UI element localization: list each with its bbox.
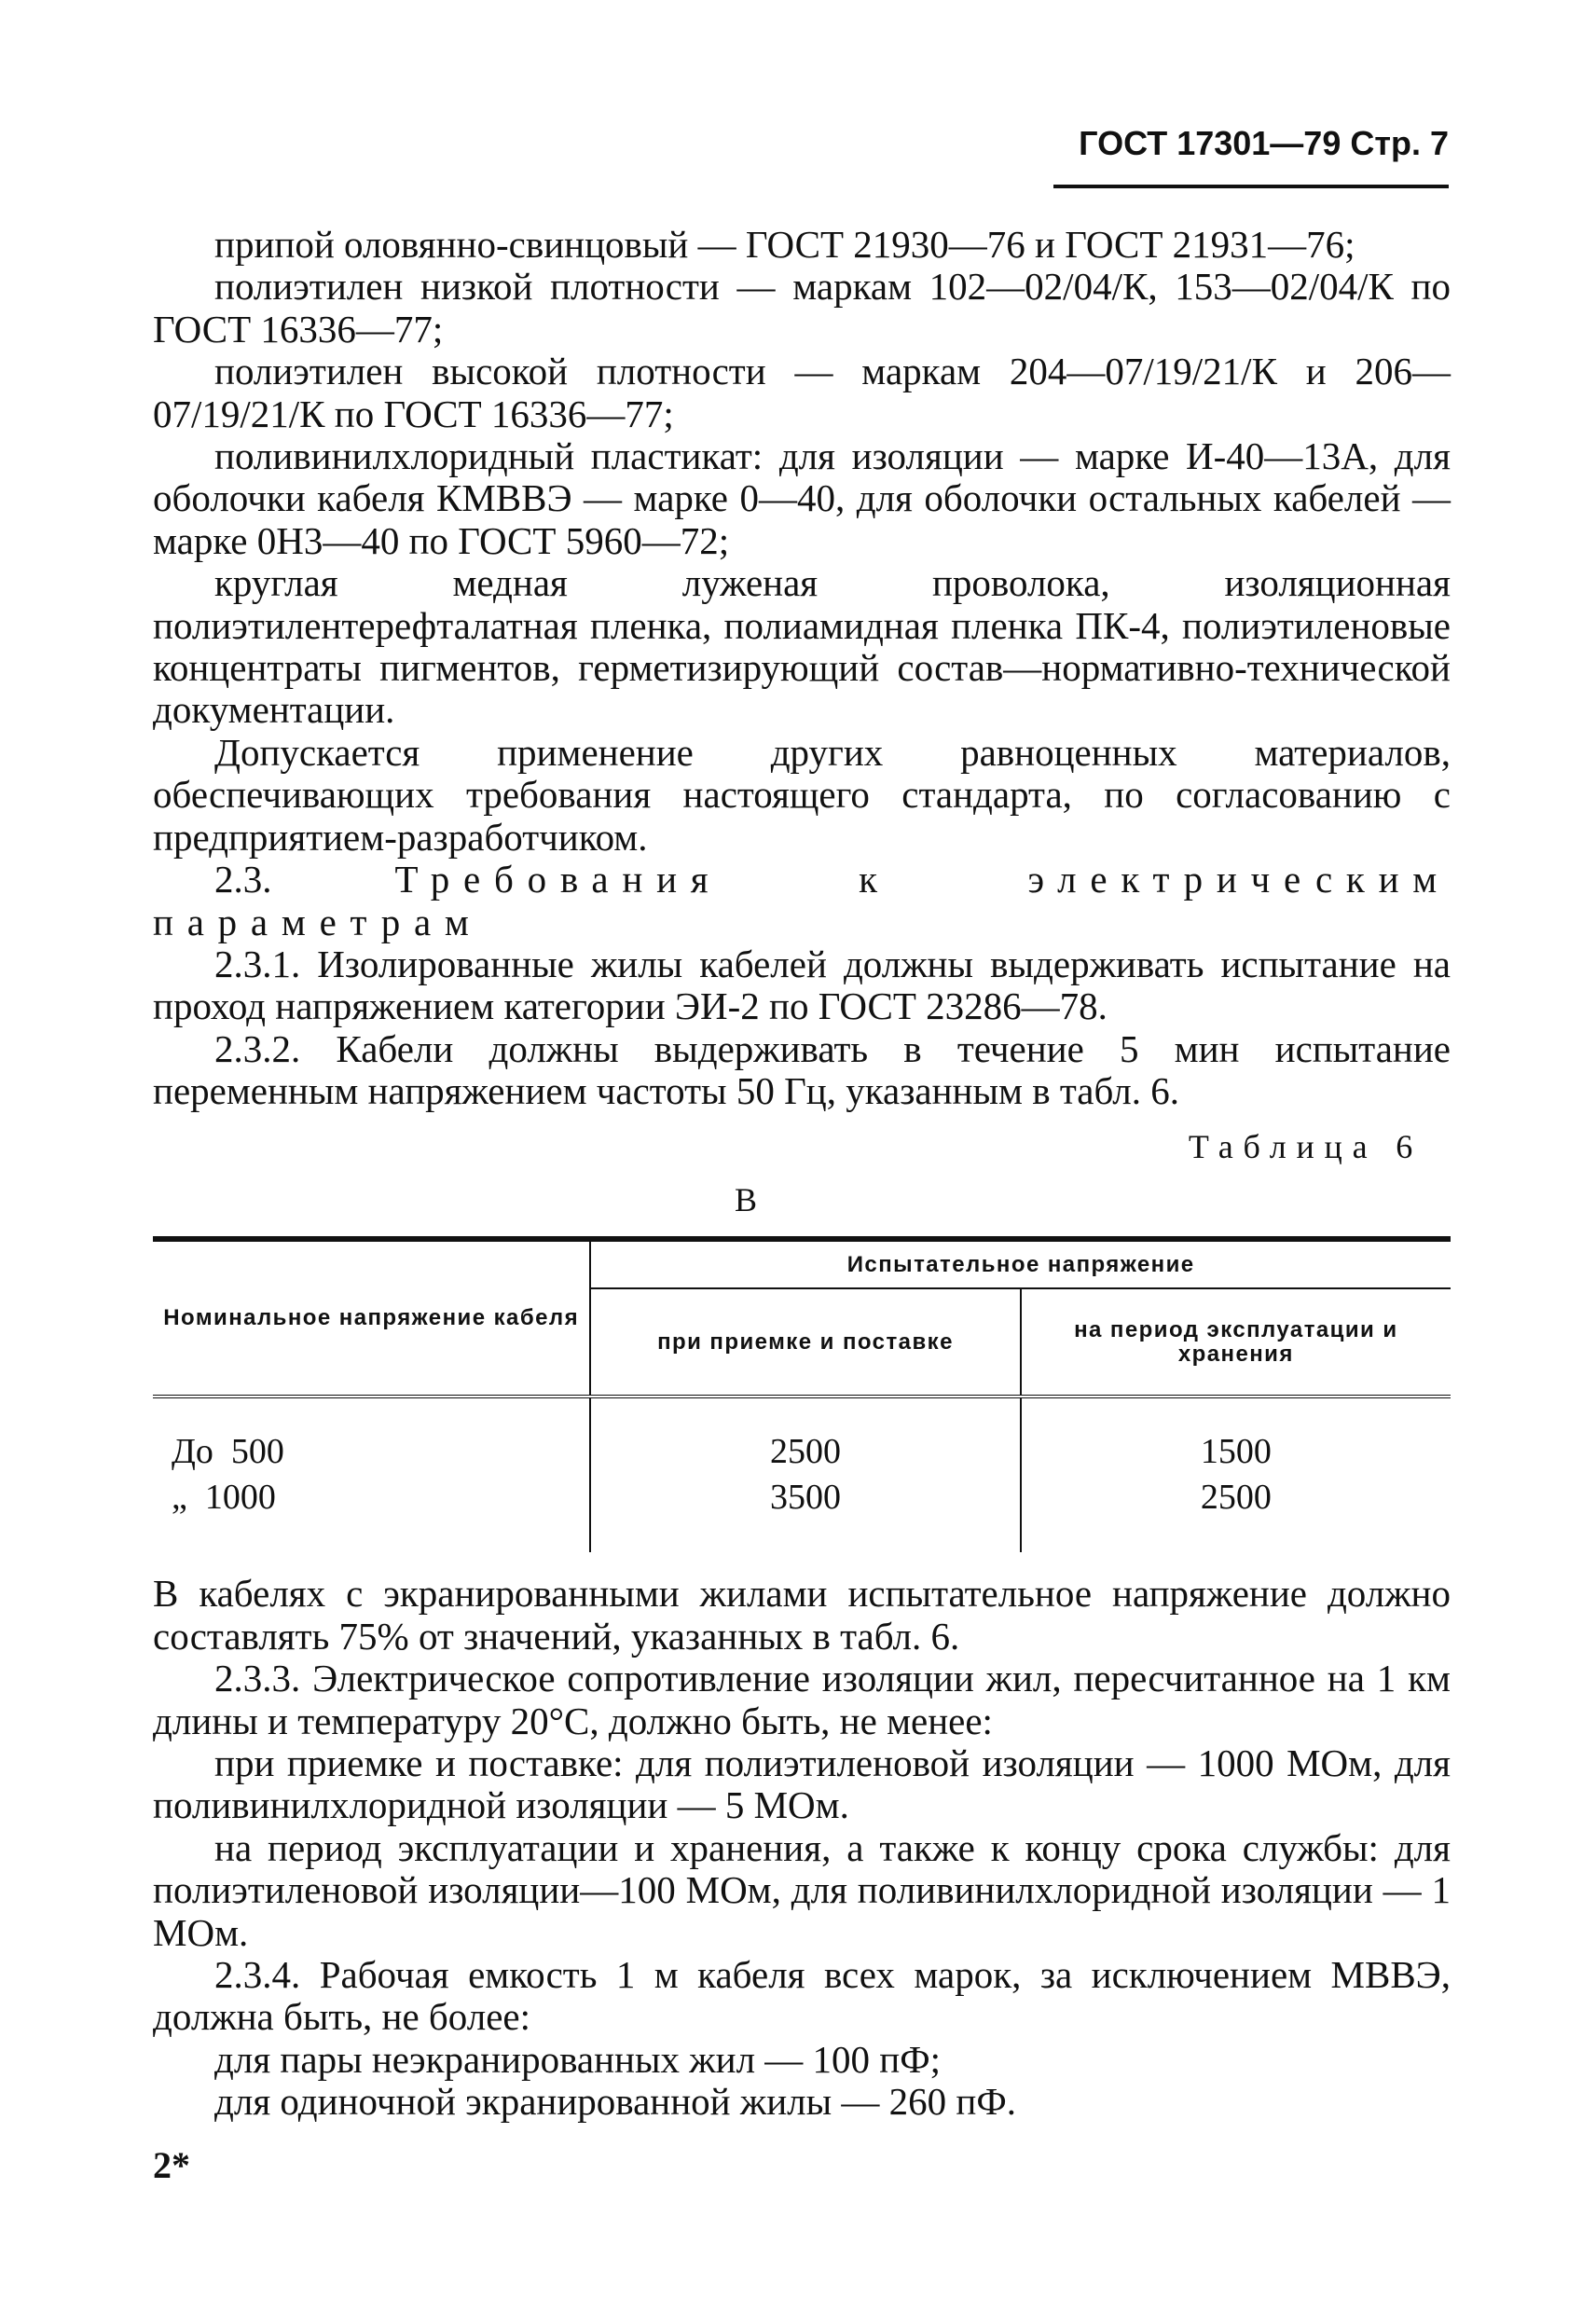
document-body [153, 224, 1451, 2186]
header-operation: на период эксплуатации и хранения [1021, 1288, 1451, 1397]
cell-acceptance: 3500 [590, 1470, 1020, 1552]
material-ldpe: полиэтилен низкой плотности — маркам 102—02/04/К, 153—02/04/К по ГОСТ 16336—77; [153, 265, 1451, 351]
header-nominal-voltage: Номинальное напряжение кабеля [153, 1239, 590, 1397]
section-title: Требования к электрическим параметрам [153, 858, 1452, 943]
screened-cores-note: В кабелях с экранированными жилами испытательное напряжение должно составлять 75% от значений, указанных в табл. 6. [153, 1572, 1451, 1658]
material-solder: припой оловянно-свинцовый — ГОСТ 21930—76 и ГОСТ 21931—76; [214, 223, 1355, 266]
header-test-voltage: Испытательное напряжение [590, 1239, 1451, 1288]
clause-2-3-4: 2.3.4. Рабочая емкость 1 м кабеля всех марок, за исключением МВВЭ, должна быть, не более: [153, 1953, 1451, 2039]
table-unit: В [734, 1180, 757, 1218]
capacitance-single: для одиночной экранированной жилы — 260 пФ. [214, 2080, 1016, 2124]
section-heading [153, 859, 1451, 943]
clause-2-3-1: 2.3.1. Изолированные жилы кабелей должны выдерживать испытание на проход напряжением категории ЭИ-2 по ГОСТ 23286—78. [153, 942, 1451, 1028]
resistance-acceptance: при приемке и поставке: для полиэтиленовой изоляции — 1000 МОм, для поливинилхлоридной изоляции — 5 МОм. [153, 1741, 1451, 1827]
material-pvc: поливинилхлоридный пластикат: для изоляции — марке И-40—13А, для оболочки кабеля КМВВЭ — марке 0—40, для оболочки остальных кабелей — марке 0Н3—40 по ГОСТ 5960—72; [153, 434, 1451, 562]
capacitance-pair: для пары неэкранированных жил — 100 пФ; [214, 2037, 941, 2081]
clause-2-3-2: 2.3.2. Кабели должны выдерживать в течение 5 мин испытание переменным напряжением частоты 50 Гц, указанным в табл. 6. [153, 1026, 1451, 1113]
signature-mark: 2* [153, 2143, 190, 2186]
cell-acceptance: 2500 [590, 1397, 1020, 1470]
table-caption: Таблица 6 [1188, 1127, 1423, 1165]
cell-operation: 2500 [1021, 1470, 1451, 1552]
header-acceptance: при приемке и поставке [590, 1288, 1020, 1397]
materials-substitution: Допускается применение других равноценных материалов, обеспечивающих требования настоящего стандарта, по согласованию с предприятием-разработчиком. [153, 730, 1451, 859]
cell-nominal: „ 1000 [172, 1478, 276, 1518]
cell-operation: 1500 [1021, 1397, 1451, 1470]
table-row [153, 1470, 1451, 1552]
material-hdpe: полиэтилен высокой плотности — маркам 204—07/19/21/К и 206—07/19/21/К по ГОСТ 16336—77; [153, 350, 1451, 435]
table-row [153, 1397, 1451, 1470]
clause-2-3-3: 2.3.3. Электрическое сопротивление изоляции жил, пересчитанное на 1 км длины и температуру 20°С, должно быть, не менее: [153, 1657, 1451, 1742]
post-table-text [153, 1573, 1451, 2123]
material-other: круглая медная луженая проволока, изоляционная полиэтилентерефталатная пленка, полиамидная пленка ПК-4, полиэтиленовые концентраты пигментов, герметизирующий состав—нормативно-технической документации. [153, 561, 1451, 732]
page-header: ГОСТ 17301—79 Стр. 7 [1053, 123, 1449, 188]
table-6 [153, 1236, 1451, 1552]
resistance-operation: на период эксплуатации и хранения, а также к концу срока службы: для полиэтиленовой изоляции—100 МОм, для поливинилхлоридной изоляции — 1 МОм. [153, 1825, 1451, 1954]
section-number: 2.3. [214, 858, 272, 901]
cell-nominal: До 500 [153, 1397, 590, 1470]
